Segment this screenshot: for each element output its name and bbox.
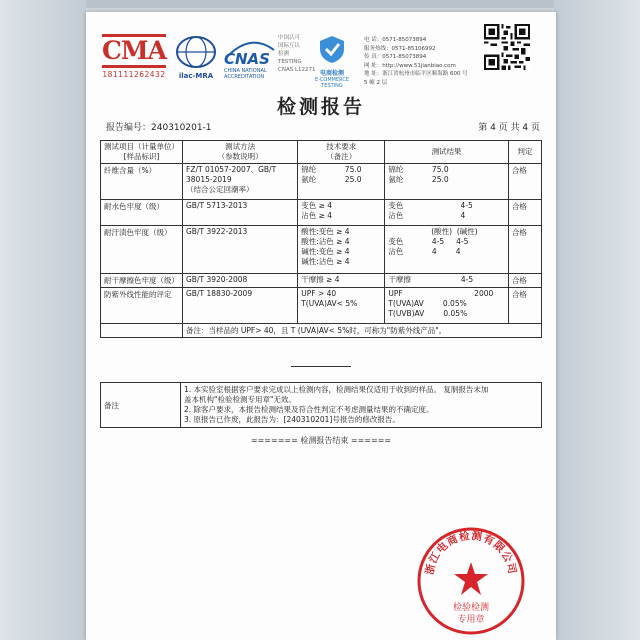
cell-requirement bbox=[298, 200, 385, 226]
cnas-text: CNAS bbox=[224, 50, 270, 68]
contact-line: 网 址：http://www.51jianbiao.com bbox=[364, 62, 456, 69]
result-line: 沾色 4 4 bbox=[388, 247, 461, 256]
result-line: T(UVB)AV 0.05% bbox=[388, 309, 468, 318]
cell-requirement bbox=[298, 274, 385, 288]
page-indicator: 第 4 页 共 4 页 bbox=[478, 123, 540, 133]
requirement-line: UPF > 40 bbox=[301, 289, 337, 298]
table-remark-row bbox=[101, 324, 542, 338]
report-title: 检测报告 bbox=[276, 96, 365, 118]
report-number-value: 240310201-1 bbox=[151, 123, 212, 133]
result-line: UPF 2000 bbox=[388, 289, 494, 298]
header-requirement-line: 技术要求 bbox=[326, 142, 357, 151]
cell-judgement: 合格 bbox=[508, 274, 541, 288]
cell-judgement: 合格 bbox=[508, 200, 541, 226]
method-line: GB/T 18830-2009 bbox=[186, 289, 253, 298]
table-row bbox=[101, 288, 542, 324]
cell-method bbox=[183, 288, 298, 324]
note-line: 3. 原报告已作废，此报告为：[240310201]号报告的修改报告。 bbox=[184, 415, 400, 424]
ilac-globe-icon bbox=[174, 34, 218, 70]
mini-line: TESTING bbox=[278, 59, 302, 65]
table-row bbox=[101, 226, 542, 274]
header-requirement bbox=[298, 141, 385, 164]
cell-method bbox=[183, 274, 298, 288]
note-line: 2. 除客户要求，本报告检测结果及符合性判定不考虑测量结果的不确定度。 bbox=[184, 405, 434, 414]
cell-item: 防紫外线性能的评定 bbox=[101, 288, 183, 324]
report-number bbox=[106, 120, 212, 133]
cell-method bbox=[183, 226, 298, 274]
cma-mark: CMA bbox=[102, 34, 166, 68]
cell-item: 耐水色牢度（级） bbox=[101, 200, 183, 226]
header-item-line: [样品标识] bbox=[123, 152, 160, 161]
shield-check-icon bbox=[317, 34, 347, 64]
contact-line: 5 幢 2 层 bbox=[364, 79, 388, 86]
requirement-line: 氨纶 25.0 bbox=[301, 175, 362, 184]
method-line: FZ/T 01057-2007、GB/T bbox=[186, 165, 277, 174]
cell-judgement: 合格 bbox=[508, 226, 541, 274]
requirement-line: 酸性:沾色 ≥ 4 bbox=[301, 237, 350, 246]
contact-line: 电 话：0571-85073894 bbox=[364, 37, 427, 43]
requirement-line: 锦纶 75.0 bbox=[301, 165, 362, 174]
cma-number: 181111262432 bbox=[102, 70, 166, 79]
cell-method bbox=[183, 200, 298, 226]
badge-sub: E-COMMERCE TESTING bbox=[314, 77, 350, 89]
requirement-line: 碱性:沾色 ≥ 4 bbox=[301, 257, 350, 266]
contact-line: 服务热线：0571-85106992 bbox=[364, 45, 436, 52]
cell-item: 耐汗渍色牢度（级） bbox=[101, 226, 183, 274]
table-row bbox=[101, 164, 542, 200]
report-number-label: 报告编号： bbox=[106, 123, 152, 133]
seal-ring-text: 浙江电商检测有限公司 bbox=[423, 530, 519, 576]
table-row bbox=[101, 274, 542, 288]
notes-label: 备注 bbox=[101, 383, 181, 428]
note-line: 1. 本实验室根据客户要求完成以上检测内容，检测结果仅适用于收到的样品。 复制报告未加 bbox=[184, 385, 489, 394]
header-method-line: 测试方法 bbox=[225, 142, 256, 151]
notes-table bbox=[100, 382, 542, 428]
result-line: (酸性) (碱性) bbox=[388, 227, 478, 236]
requirement-line: 酸性:变色 ≥ 4 bbox=[301, 227, 350, 236]
method-line: GB/T 5713-2013 bbox=[186, 201, 248, 210]
header-requirement-line: （备注） bbox=[326, 152, 357, 161]
cnas-logo bbox=[224, 38, 276, 80]
requirement-line: 碱性:变色 ≥ 4 bbox=[301, 247, 350, 256]
results-table bbox=[100, 140, 542, 338]
cell-requirement bbox=[298, 164, 385, 200]
result-line: 沾色 4 bbox=[388, 211, 466, 220]
mini-line: 中国认可 bbox=[278, 35, 301, 41]
contact-line: 地 址：浙江省杭州市临平区顺海路 600 号 bbox=[364, 71, 468, 77]
header-judgement: 判定 bbox=[508, 141, 541, 164]
contact-block bbox=[364, 36, 484, 87]
result-line: 变色 4-5 4-5 bbox=[388, 237, 469, 246]
header-result: 测试结果 bbox=[385, 141, 508, 164]
result-line: 干摩擦 4-5 bbox=[388, 275, 474, 284]
cma-logo bbox=[102, 34, 166, 79]
result-line: T(UVA)AV 0.05% bbox=[388, 299, 467, 308]
cell-requirement bbox=[298, 226, 385, 274]
cell-result bbox=[385, 288, 508, 324]
header-item-line: 测试项目（计量单位） bbox=[104, 142, 179, 151]
cell-item: 耐干摩擦色牢度（级） bbox=[101, 274, 183, 288]
result-line: 变色 4-5 bbox=[388, 201, 473, 210]
frame-left bbox=[0, 0, 86, 640]
ilac-text: ilac-MRA bbox=[178, 72, 214, 80]
ecommerce-badge bbox=[312, 34, 352, 89]
cell-result bbox=[385, 164, 508, 200]
cell-result bbox=[385, 274, 508, 288]
requirement-line: 干摩擦 ≥ 4 bbox=[301, 275, 340, 284]
divider bbox=[291, 366, 351, 367]
table-remark: 备注：当样品的 UPF> 40，且 T (UVA)AV< 5%时，可称为"防紫外线产品"。 bbox=[183, 324, 542, 338]
cell-judgement: 合格 bbox=[508, 164, 541, 200]
qr-code-icon bbox=[484, 24, 530, 70]
mini-line: 检测 bbox=[278, 51, 290, 57]
method-line: GB/T 3920-2008 bbox=[186, 275, 248, 284]
result-line: 锦纶 75.0 bbox=[388, 165, 449, 174]
header-method-line: （参数说明） bbox=[217, 152, 263, 161]
method-line: （结合公定回潮率） bbox=[186, 185, 254, 194]
badge-label: 电商检测 bbox=[319, 70, 344, 77]
notes-content bbox=[181, 383, 542, 428]
mini-line: 国际互认 bbox=[278, 43, 301, 49]
requirement-line: 变色 ≥ 4 bbox=[301, 201, 333, 210]
cell-item: 纤维含量（%） bbox=[101, 164, 183, 200]
result-line: 氨纶 25.0 bbox=[388, 175, 449, 184]
cell-result bbox=[385, 200, 508, 226]
method-line: 38015-2019 bbox=[186, 175, 232, 184]
table-row bbox=[101, 200, 542, 226]
cnas-sub: CHINA NATIONAL ACCREDITATION bbox=[224, 68, 267, 80]
requirement-line: 沾色 ≥ 4 bbox=[301, 211, 333, 220]
report-page bbox=[86, 12, 556, 640]
requirement-line: T(UVA)AV< 5% bbox=[301, 299, 358, 308]
header-item bbox=[101, 141, 183, 164]
note-line: 盖本机构"检验检测专用章"无效。 bbox=[184, 395, 296, 404]
company-seal-stamp bbox=[416, 526, 526, 636]
mini-line: CNAS L12271 bbox=[278, 67, 316, 73]
table-header-row bbox=[101, 141, 542, 164]
cell-judgement: 合格 bbox=[508, 288, 541, 324]
header-method bbox=[183, 141, 298, 164]
method-line: GB/T 3922-2013 bbox=[186, 227, 248, 236]
cell-result bbox=[385, 226, 508, 274]
cell-requirement bbox=[298, 288, 385, 324]
cell-method bbox=[183, 164, 298, 200]
frame-right bbox=[554, 0, 640, 640]
frame-top bbox=[0, 0, 640, 8]
seal-center-line-1: 检验检测 bbox=[452, 603, 490, 613]
accreditation-text bbox=[278, 34, 316, 74]
ilac-logo bbox=[174, 34, 218, 78]
contact-line: 传 真：0571-85073894 bbox=[364, 54, 427, 60]
report-end-text: ======= 检测报告结束 ====== bbox=[250, 436, 392, 445]
seal-center-line-2: 专用章 bbox=[457, 615, 485, 625]
